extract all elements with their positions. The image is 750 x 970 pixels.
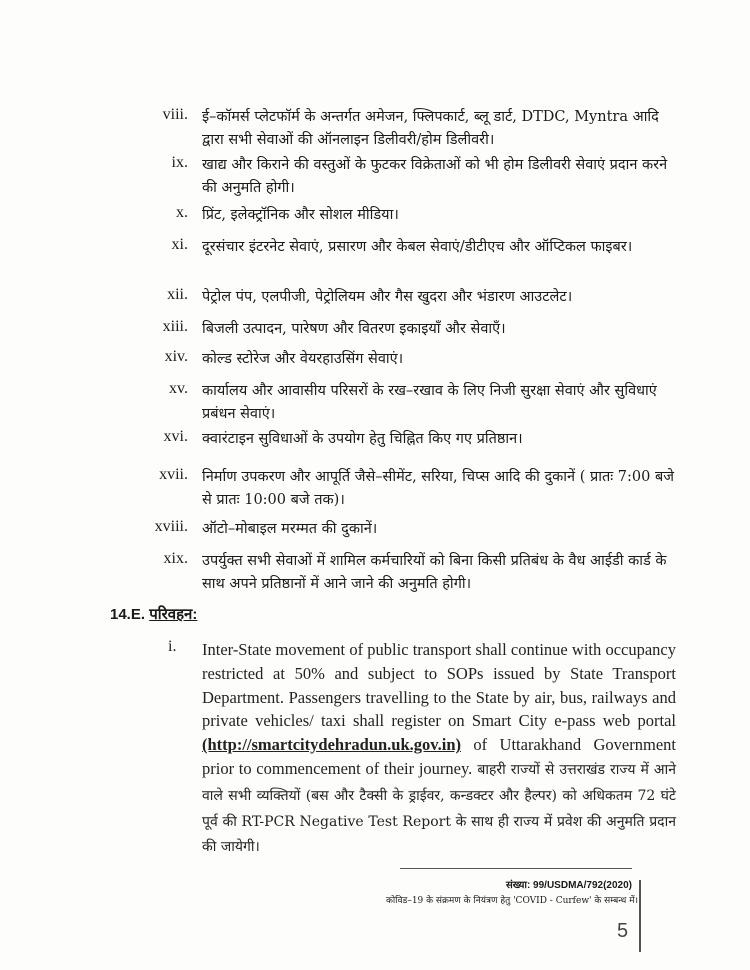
item-text: प्रिंट, इलेक्ट्रॉनिक और सोशल मीडिया। <box>202 207 399 223</box>
margin-line <box>639 880 641 952</box>
item-number: x. <box>176 204 188 221</box>
item-number: viii. <box>162 106 188 123</box>
item-text: ई–कॉमर्स प्लेटफॉर्म के अन्तर्गत अमेजन, फ्लिपकार्ट, ब्लू डार्ट, DTDC, Myntra आदि द्वारा सभी सेवाओं की ऑनलाइन डिलीवरी/होम डिलीवरी। <box>202 109 659 148</box>
transport-text-cont: of Uttarakhand Government prior to commencement of their journey. <box>202 735 676 778</box>
footer-divider <box>400 868 632 869</box>
item-text: कोल्ड स्टोरेज और वेयरहाउसिंग सेवाएं। <box>202 351 404 367</box>
item-number: xii. <box>167 286 188 303</box>
transport-text: Inter-State movement of public transport shall continue with occupancy restricted at 50% and subject to SOPs issued by State Transport Department. Passengers travelling to the State by air, bus, railways and private vehicles/ taxi shall register on Smart City e-pass web portal <box>202 640 676 731</box>
item-text: दूरसंचार इंटरनेट सेवाएं, प्रसारण और केबल सेवाएं/डीटीएच और ऑप्टिकल फाइबर। <box>202 239 633 255</box>
reference-number: संख्या: 99/USDMA/792(2020) <box>505 880 632 891</box>
section-number: 14.E. <box>110 606 146 623</box>
item-text: बिजली उत्पादन, पारेषण और वितरण इकाइयाँ और सेवाएँ। <box>202 321 506 337</box>
item-number: xvi. <box>163 428 188 445</box>
item-number: xv. <box>169 380 188 397</box>
item-text: उपर्युक्त सभी सेवाओं में शामिल कर्मचारियों को बिना किसी प्रतिबंध के वैध आईडी कार्ड के साथ अपने प्रतिष्ठानों में आने जाने की अनुमति होगी। <box>202 553 667 592</box>
item-number: ix. <box>171 154 188 171</box>
item-text: पेट्रोल पंप, एलपीजी, पेट्रोलियम और गैस खुदरा और भंडारण आउटलेट। <box>202 289 573 305</box>
page-number: 5 <box>617 920 629 942</box>
item-number: xix. <box>163 550 188 567</box>
item-number: xvii. <box>159 466 188 483</box>
footer-caption: कोविड–19 के संक्रमण के नियंत्रण हेतु 'COVID - Curfew' के सम्बन्ध में। <box>385 896 638 906</box>
section-heading <box>110 604 197 624</box>
item-text: ऑटो–मोबाइल मरम्मत की दुकानें। <box>202 521 378 537</box>
item-number: xi. <box>171 236 188 253</box>
item-text: निर्माण उपकरण और आपूर्ति जैसे–सीमेंट, सरिया, चिप्स आदि की दुकानें ( प्रातः 7:00 बजे से प्रातः 10:00 बजे तक)। <box>202 469 674 508</box>
transport-item-number: i. <box>168 638 177 655</box>
transport-hindi-text: बाहरी राज्यों से उत्तराखंड राज्य में आने वाले सभी व्यक्तियों (बस और टैक्सी के ड्राईवर, कन्डक्टर और हैल्पर) को अधिकतम 72 घंटे पूर्व की RT-PCR Negative Test Report के साथ ही राज्य में प्रवेश की अनुमति प्रदान की जायेगी। <box>202 761 676 856</box>
item-number: xiv. <box>164 348 188 365</box>
item-text: क्वारंटाइन सुविधाओं के उपयोग हेतु चिह्नित किए गए प्रतिष्ठान। <box>202 431 523 447</box>
section-title: परिवहन: <box>149 606 198 623</box>
item-number: xviii. <box>154 518 188 535</box>
e-pass-portal-link[interactable]: (http://smartcitydehradun.uk.gov.in) <box>202 735 461 755</box>
transport-paragraph <box>202 638 676 860</box>
item-text: खाद्य और किराने की वस्तुओं के फुटकर विक्रेताओं को भी होम डिलीवरी सेवाएं प्रदान करने की अनुमति होगी। <box>202 157 668 196</box>
item-text: कार्यालय और आवासीय परिसरों के रख–रखाव के लिए निजी सुरक्षा सेवाएं और सुविधाएं प्रबंधन सेवाएं। <box>202 383 657 422</box>
item-number: xiii. <box>162 318 188 335</box>
